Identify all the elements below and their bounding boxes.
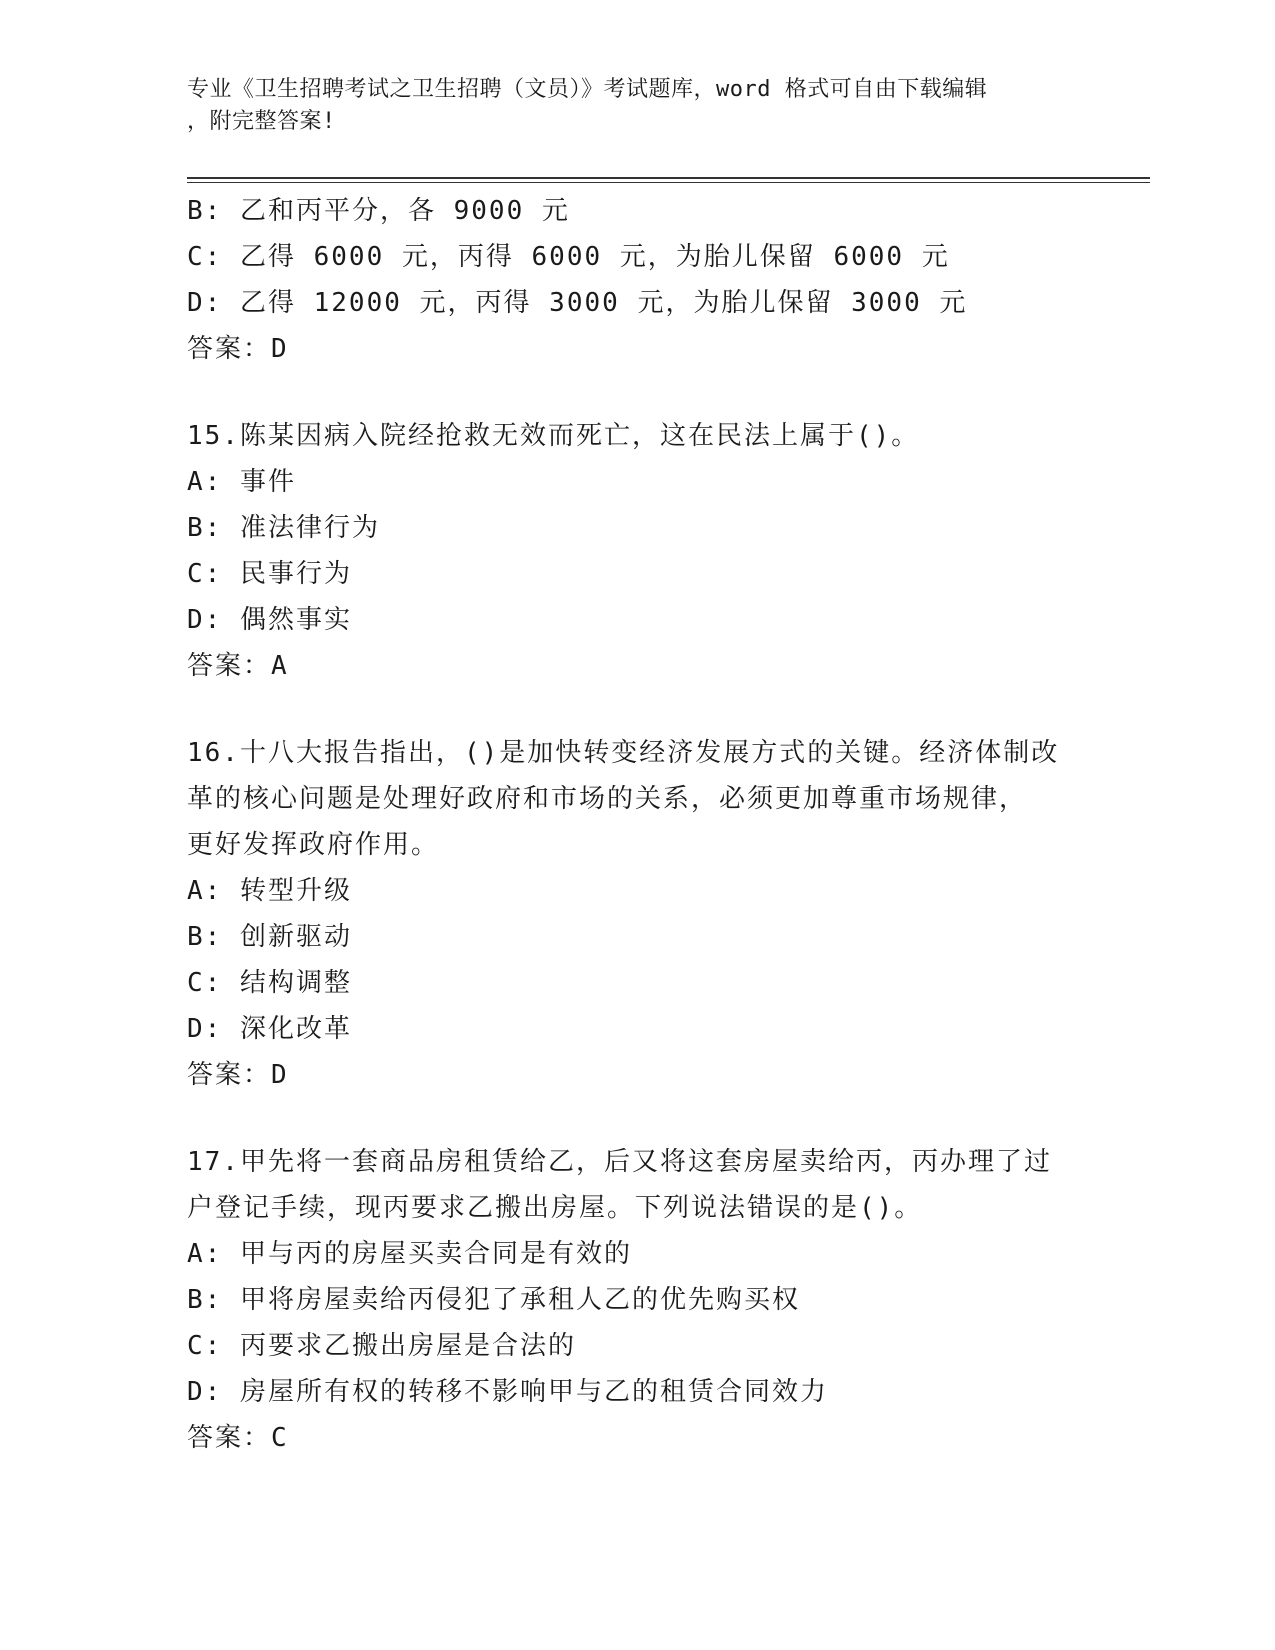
option-c: C: 结构调整: [187, 968, 352, 998]
question-stem: 户登记手续，现丙要求乙搬出房屋。下列说法错误的是()。: [187, 1193, 923, 1223]
option-a: A: 甲与丙的房屋买卖合同是有效的: [187, 1239, 632, 1269]
question-17: [187, 1139, 1087, 1461]
question-stem: 17.甲先将一套商品房租赁给乙，后又将这套房屋卖给丙，丙办理了过: [187, 1147, 1052, 1177]
option-a: A: 事件: [187, 467, 296, 497]
option-d: D: 房屋所有权的转移不影响甲与乙的租赁合同效力: [187, 1377, 828, 1407]
option-a: A: 转型升级: [187, 876, 352, 906]
option-d: D: 偶然事实: [187, 605, 352, 635]
option-c: C: 乙得 6000 元，丙得 6000 元，为胎儿保留 6000 元: [187, 242, 950, 272]
option-b: B: 乙和丙平分，各 9000 元: [187, 196, 570, 226]
option-d: D: 深化改革: [187, 1014, 352, 1044]
header-rule-thin: [187, 182, 1150, 183]
question-stem: 革的核心问题是处理好政府和市场的关系，必须更加尊重市场规律，: [187, 784, 1028, 814]
question-stem: 16.十八大报告指出，()是加快转变经济发展方式的关键。经济体制改: [187, 738, 1060, 768]
question-14-continued: [187, 188, 1087, 372]
question-15: [187, 413, 1087, 689]
option-b: B: 甲将房屋卖给丙侵犯了承租人乙的优先购买权: [187, 1285, 800, 1315]
header-line-2: ，附完整答案!: [187, 109, 336, 134]
header-line-1: 专业《卫生招聘考试之卫生招聘（文员）》考试题库，word 格式可自由下载编辑: [187, 77, 988, 102]
option-c: C: 民事行为: [187, 559, 352, 589]
question-stem: 更好发挥政府作用。: [187, 830, 440, 860]
option-b: B: 准法律行为: [187, 513, 380, 543]
answer-line: 答案：D: [187, 1060, 289, 1090]
option-d: D: 乙得 12000 元，丙得 3000 元，为胎儿保留 3000 元: [187, 288, 968, 318]
answer-line: 答案：A: [187, 651, 289, 681]
answer-line: 答案：D: [187, 334, 289, 364]
option-b: B: 创新驱动: [187, 922, 352, 952]
header-rule-thick: [187, 177, 1150, 179]
page-header: [187, 74, 1067, 138]
question-16: [187, 730, 1087, 1098]
option-c: C: 丙要求乙搬出房屋是合法的: [187, 1331, 576, 1361]
question-stem: 15.陈某因病入院经抢救无效而死亡，这在民法上属于()。: [187, 421, 920, 451]
question-list: [187, 188, 1087, 1461]
answer-line: 答案：C: [187, 1423, 289, 1453]
